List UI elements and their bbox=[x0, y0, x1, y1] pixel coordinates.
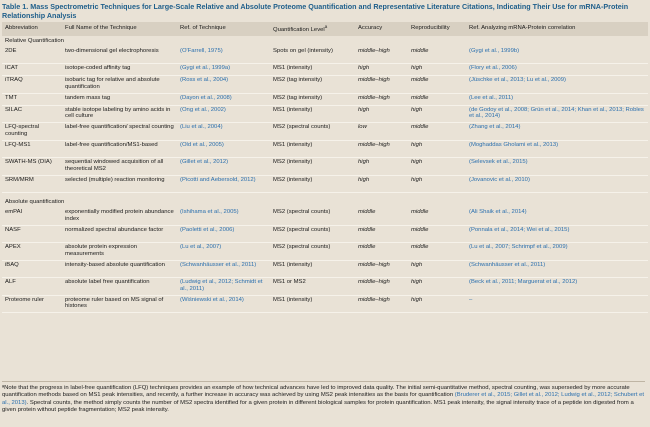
accuracy-cell: high bbox=[355, 175, 408, 193]
reproducibility-cell: high bbox=[408, 260, 466, 278]
correlation-ref-cell[interactable]: (Zhang et al., 2014) bbox=[466, 123, 648, 141]
correlation-ref-cell[interactable]: (Gygi et al., 1999b) bbox=[466, 47, 648, 64]
table-row bbox=[2, 105, 648, 123]
abbreviation-cell: LFQ-spectral counting bbox=[2, 123, 62, 141]
reproducibility-cell: high bbox=[408, 175, 466, 193]
accuracy-cell: middle bbox=[355, 243, 408, 261]
reproducibility-cell: middle bbox=[408, 243, 466, 261]
quant-level-cell: MS2 (spectral counts) bbox=[270, 225, 355, 243]
full-name-cell: tandem mass tag bbox=[62, 93, 177, 105]
correlation-ref-cell[interactable]: (Jüschke et al., 2013; Lu et al., 2009) bbox=[466, 76, 648, 94]
quant-level-cell: Spots on gel (intensity) bbox=[270, 47, 355, 64]
accuracy-cell: middle–high bbox=[355, 140, 408, 158]
quant-level-cell: MS1 (intensity) bbox=[270, 140, 355, 158]
table-row bbox=[2, 158, 648, 176]
abbreviation-cell: 2DE bbox=[2, 47, 62, 64]
table-row bbox=[2, 64, 648, 76]
accuracy-cell: low bbox=[355, 123, 408, 141]
full-name-cell: normalized spectral abundance factor bbox=[62, 225, 177, 243]
quant-level-cell: MS2 (tag intensity) bbox=[270, 76, 355, 94]
accuracy-cell: middle–high bbox=[355, 47, 408, 64]
technique-ref-cell[interactable]: (Ong et al., 2002) bbox=[177, 105, 270, 123]
technique-ref-cell[interactable]: (Ishihama et al., 2005) bbox=[177, 208, 270, 225]
accuracy-cell: middle–high bbox=[355, 76, 408, 94]
abbreviation-cell: iBAQ bbox=[2, 260, 62, 278]
reproducibility-cell: high bbox=[408, 140, 466, 158]
relative-section-title: Relative Quantification bbox=[2, 36, 648, 47]
accuracy-cell: high bbox=[355, 64, 408, 76]
abbreviation-cell: ALF bbox=[2, 278, 62, 296]
absolute-section-row bbox=[2, 193, 648, 209]
reproducibility-cell: high bbox=[408, 158, 466, 176]
accuracy-cell: middle bbox=[355, 225, 408, 243]
table-row bbox=[2, 140, 648, 158]
quant-level-cell: MS2 (spectral counts) bbox=[270, 243, 355, 261]
correlation-ref-cell[interactable]: (Selevsek et al., 2015) bbox=[466, 158, 648, 176]
technique-ref-cell[interactable]: (Dayon et al., 2008) bbox=[177, 93, 270, 105]
table-row bbox=[2, 76, 648, 94]
technique-ref-cell[interactable]: (Gillet et al., 2012) bbox=[177, 158, 270, 176]
header-quant-level-sup: a bbox=[324, 24, 328, 29]
quant-level-cell: MS2 (spectral counts) bbox=[270, 208, 355, 225]
correlation-ref-cell[interactable]: (Ponnala et al., 2014; Wei et al., 2015) bbox=[466, 225, 648, 243]
table-row bbox=[2, 260, 648, 278]
correlation-ref-cell[interactable]: (Ali Shaik et al., 2014) bbox=[466, 208, 648, 225]
accuracy-cell: middle bbox=[355, 208, 408, 225]
quant-level-cell: MS1 (intensity) bbox=[270, 64, 355, 76]
accuracy-cell: middle–high bbox=[355, 260, 408, 278]
table-footnote bbox=[2, 381, 645, 415]
reproducibility-cell: high bbox=[408, 64, 466, 76]
full-name-cell: label-free quantification/ spectral counting bbox=[62, 123, 177, 141]
quant-level-cell: MS2 (tag intensity) bbox=[270, 93, 355, 105]
header-ref-correlation: Ref. Analyzing mRNA-Protein correlation bbox=[466, 22, 648, 36]
technique-ref-cell[interactable]: (Gygi et al., 1999a) bbox=[177, 64, 270, 76]
reproducibility-cell: middle bbox=[408, 225, 466, 243]
table-header-row bbox=[2, 22, 648, 36]
table-row bbox=[2, 123, 648, 141]
table-row bbox=[2, 295, 648, 313]
technique-ref-cell[interactable]: (Ross et al., 2004) bbox=[177, 76, 270, 94]
correlation-ref-cell[interactable]: (Jovanovic et al., 2010) bbox=[466, 175, 648, 193]
full-name-cell: stable isotope labeling by amino acids in cell culture bbox=[62, 105, 177, 123]
reproducibility-cell: middle bbox=[408, 123, 466, 141]
relative-section-row bbox=[2, 36, 648, 47]
footnote-part-2: . Spectral counts, the method simply counts the number of MS2 spectra identified for a given protein in different biological samples for protein quantification. MS1 peak intensity, the signal intensity trace of a peptide ion digested from a given protein without peptide fragmentation; MS2 peak intensity. bbox=[2, 399, 634, 414]
technique-ref-cell[interactable]: (O'Farrell, 1975) bbox=[177, 47, 270, 64]
reproducibility-cell: high bbox=[408, 105, 466, 123]
header-accuracy: Accuracy bbox=[355, 22, 408, 36]
table-caption bbox=[2, 2, 648, 20]
abbreviation-cell: APEX bbox=[2, 243, 62, 261]
correlation-ref-cell[interactable]: – bbox=[466, 295, 648, 313]
header-reproducibility: Reproducibility bbox=[408, 22, 466, 36]
technique-ref-cell[interactable]: (Lu et al., 2007) bbox=[177, 243, 270, 261]
footnote-citations: (Bruderer et al., 2015; Gillet et al., 2012; Ludwig et al., 2012; Schubert et al., 2013) bbox=[2, 392, 645, 406]
abbreviation-cell: SRM/MRM bbox=[2, 175, 62, 193]
quant-level-cell: MS1 (intensity) bbox=[270, 295, 355, 313]
full-name-cell: isotope-coded affinity tag bbox=[62, 64, 177, 76]
technique-ref-cell[interactable]: (Liu et al., 2004) bbox=[177, 123, 270, 141]
abbreviation-cell: SWATH-MS (DIA) bbox=[2, 158, 62, 176]
full-name-cell: intensity-based absolute quantification bbox=[62, 260, 177, 278]
footnote-part-1: ªNote that the progress in label-free quantification (LFQ) techniques provides an example of how technical advances have led to improved data quality. The initial semi-quantitative method, spectral counting, was superseded by more accurate quantification methods based on MS1 peak intensities, and recently, a further increase in accuracy was achieved by using MS2 peak intensities as the basis for quantification bbox=[2, 385, 630, 399]
table-row bbox=[2, 225, 648, 243]
reproducibility-cell: high bbox=[408, 278, 466, 296]
correlation-ref-cell[interactable]: (Beck et al., 2011; Marguerat et al., 2012) bbox=[466, 278, 648, 296]
reproducibility-cell: middle bbox=[408, 208, 466, 225]
correlation-ref-cell[interactable]: (Moghaddas Gholami et al., 2013) bbox=[466, 140, 648, 158]
full-name-cell: proteome ruler based on MS signal of histones bbox=[62, 295, 177, 313]
table-row bbox=[2, 47, 648, 64]
reproducibility-cell: middle bbox=[408, 47, 466, 64]
technique-ref-cell[interactable]: (Old et al., 2005) bbox=[177, 140, 270, 158]
quant-level-cell: MS2 (intensity) bbox=[270, 175, 355, 193]
technique-ref-cell[interactable]: (Wiśniewski et al., 2014) bbox=[177, 295, 270, 313]
quant-level-cell: MS1 (intensity) bbox=[270, 260, 355, 278]
accuracy-cell: high bbox=[355, 105, 408, 123]
abbreviation-cell: TMT bbox=[2, 93, 62, 105]
abbreviation-cell: SILAC bbox=[2, 105, 62, 123]
quant-level-cell: MS2 (spectral counts) bbox=[270, 123, 355, 141]
accuracy-cell: middle–high bbox=[355, 278, 408, 296]
abbreviation-cell: emPAI bbox=[2, 208, 62, 225]
full-name-cell: label-free quantification/MS1-based bbox=[62, 140, 177, 158]
accuracy-cell: high bbox=[355, 158, 408, 176]
header-abbreviation: Abbreviation bbox=[2, 22, 62, 36]
technique-ref-cell[interactable]: (Paoletti et al., 2006) bbox=[177, 225, 270, 243]
table-row bbox=[2, 278, 648, 296]
reproducibility-cell: middle bbox=[408, 93, 466, 105]
reproducibility-cell: high bbox=[408, 295, 466, 313]
full-name-cell: isobaric tag for relative and absolute quantification bbox=[62, 76, 177, 94]
header-full-name: Full Name of the Technique bbox=[62, 22, 177, 36]
full-name-cell: absolute label free quantification bbox=[62, 278, 177, 296]
full-name-cell: two-dimensional gel electrophoresis bbox=[62, 47, 177, 64]
correlation-ref-cell[interactable]: (Lee et al., 2011) bbox=[466, 93, 648, 105]
full-name-cell: selected (multiple) reaction monitoring bbox=[62, 175, 177, 193]
quant-level-cell: MS1 (intensity) bbox=[270, 105, 355, 123]
table-row bbox=[2, 243, 648, 261]
technique-ref-cell[interactable]: (Schwanhäusser et al., 2011) bbox=[177, 260, 270, 278]
technique-ref-cell[interactable]: (Ludwig et al., 2012; Schmidt et al., 2011) bbox=[177, 278, 270, 296]
abbreviation-cell: iTRAQ bbox=[2, 76, 62, 94]
accuracy-cell: middle–high bbox=[355, 93, 408, 105]
table-row bbox=[2, 175, 648, 193]
full-name-cell: sequential windowed acquisition of all theoretical MS2 bbox=[62, 158, 177, 176]
header-quant-level-text: Quantification Level bbox=[273, 26, 325, 33]
full-name-cell: absolute protein expression measurements bbox=[62, 243, 177, 261]
abbreviation-cell: ICAT bbox=[2, 64, 62, 76]
correlation-ref-cell[interactable]: (Flory et al., 2006) bbox=[466, 64, 648, 76]
reproducibility-cell: middle bbox=[408, 76, 466, 94]
abbreviation-cell: LFQ-MS1 bbox=[2, 140, 62, 158]
header-quant-level bbox=[270, 22, 355, 36]
correlation-ref-cell[interactable]: (Schwanhäusser et al., 2011) bbox=[466, 260, 648, 278]
techniques-table bbox=[2, 22, 648, 313]
table-row bbox=[2, 93, 648, 105]
correlation-ref-cell[interactable]: (de Godoy et al., 2008; Grün et al., 2014; Khan et al., 2013; Robles et al., 2014) bbox=[466, 105, 648, 123]
table-title: Mass Spectrometric Techniques for Large-Scale Relative and Absolute Proteome Quantification and Representative Literature Citations, Indicating Their Use for mRNA-Protein Relationship Analysis bbox=[2, 2, 629, 20]
quant-level-cell: MS1 or MS2 bbox=[270, 278, 355, 296]
header-ref-technique: Ref. of Technique bbox=[177, 22, 270, 36]
table-row bbox=[2, 208, 648, 225]
full-name-cell: exponentially modified protein abundance index bbox=[62, 208, 177, 225]
table-number: Table 1. bbox=[2, 2, 29, 11]
abbreviation-cell: NASF bbox=[2, 225, 62, 243]
technique-ref-cell[interactable]: (Picotti and Aebersold, 2012) bbox=[177, 175, 270, 193]
quant-level-cell: MS2 (intensity) bbox=[270, 158, 355, 176]
absolute-section-title: Absolute quantification bbox=[2, 193, 648, 209]
correlation-ref-cell[interactable]: (Lu et al., 2007; Schrimpf et al., 2009) bbox=[466, 243, 648, 261]
accuracy-cell: middle–high bbox=[355, 295, 408, 313]
abbreviation-cell: Proteome ruler bbox=[2, 295, 62, 313]
